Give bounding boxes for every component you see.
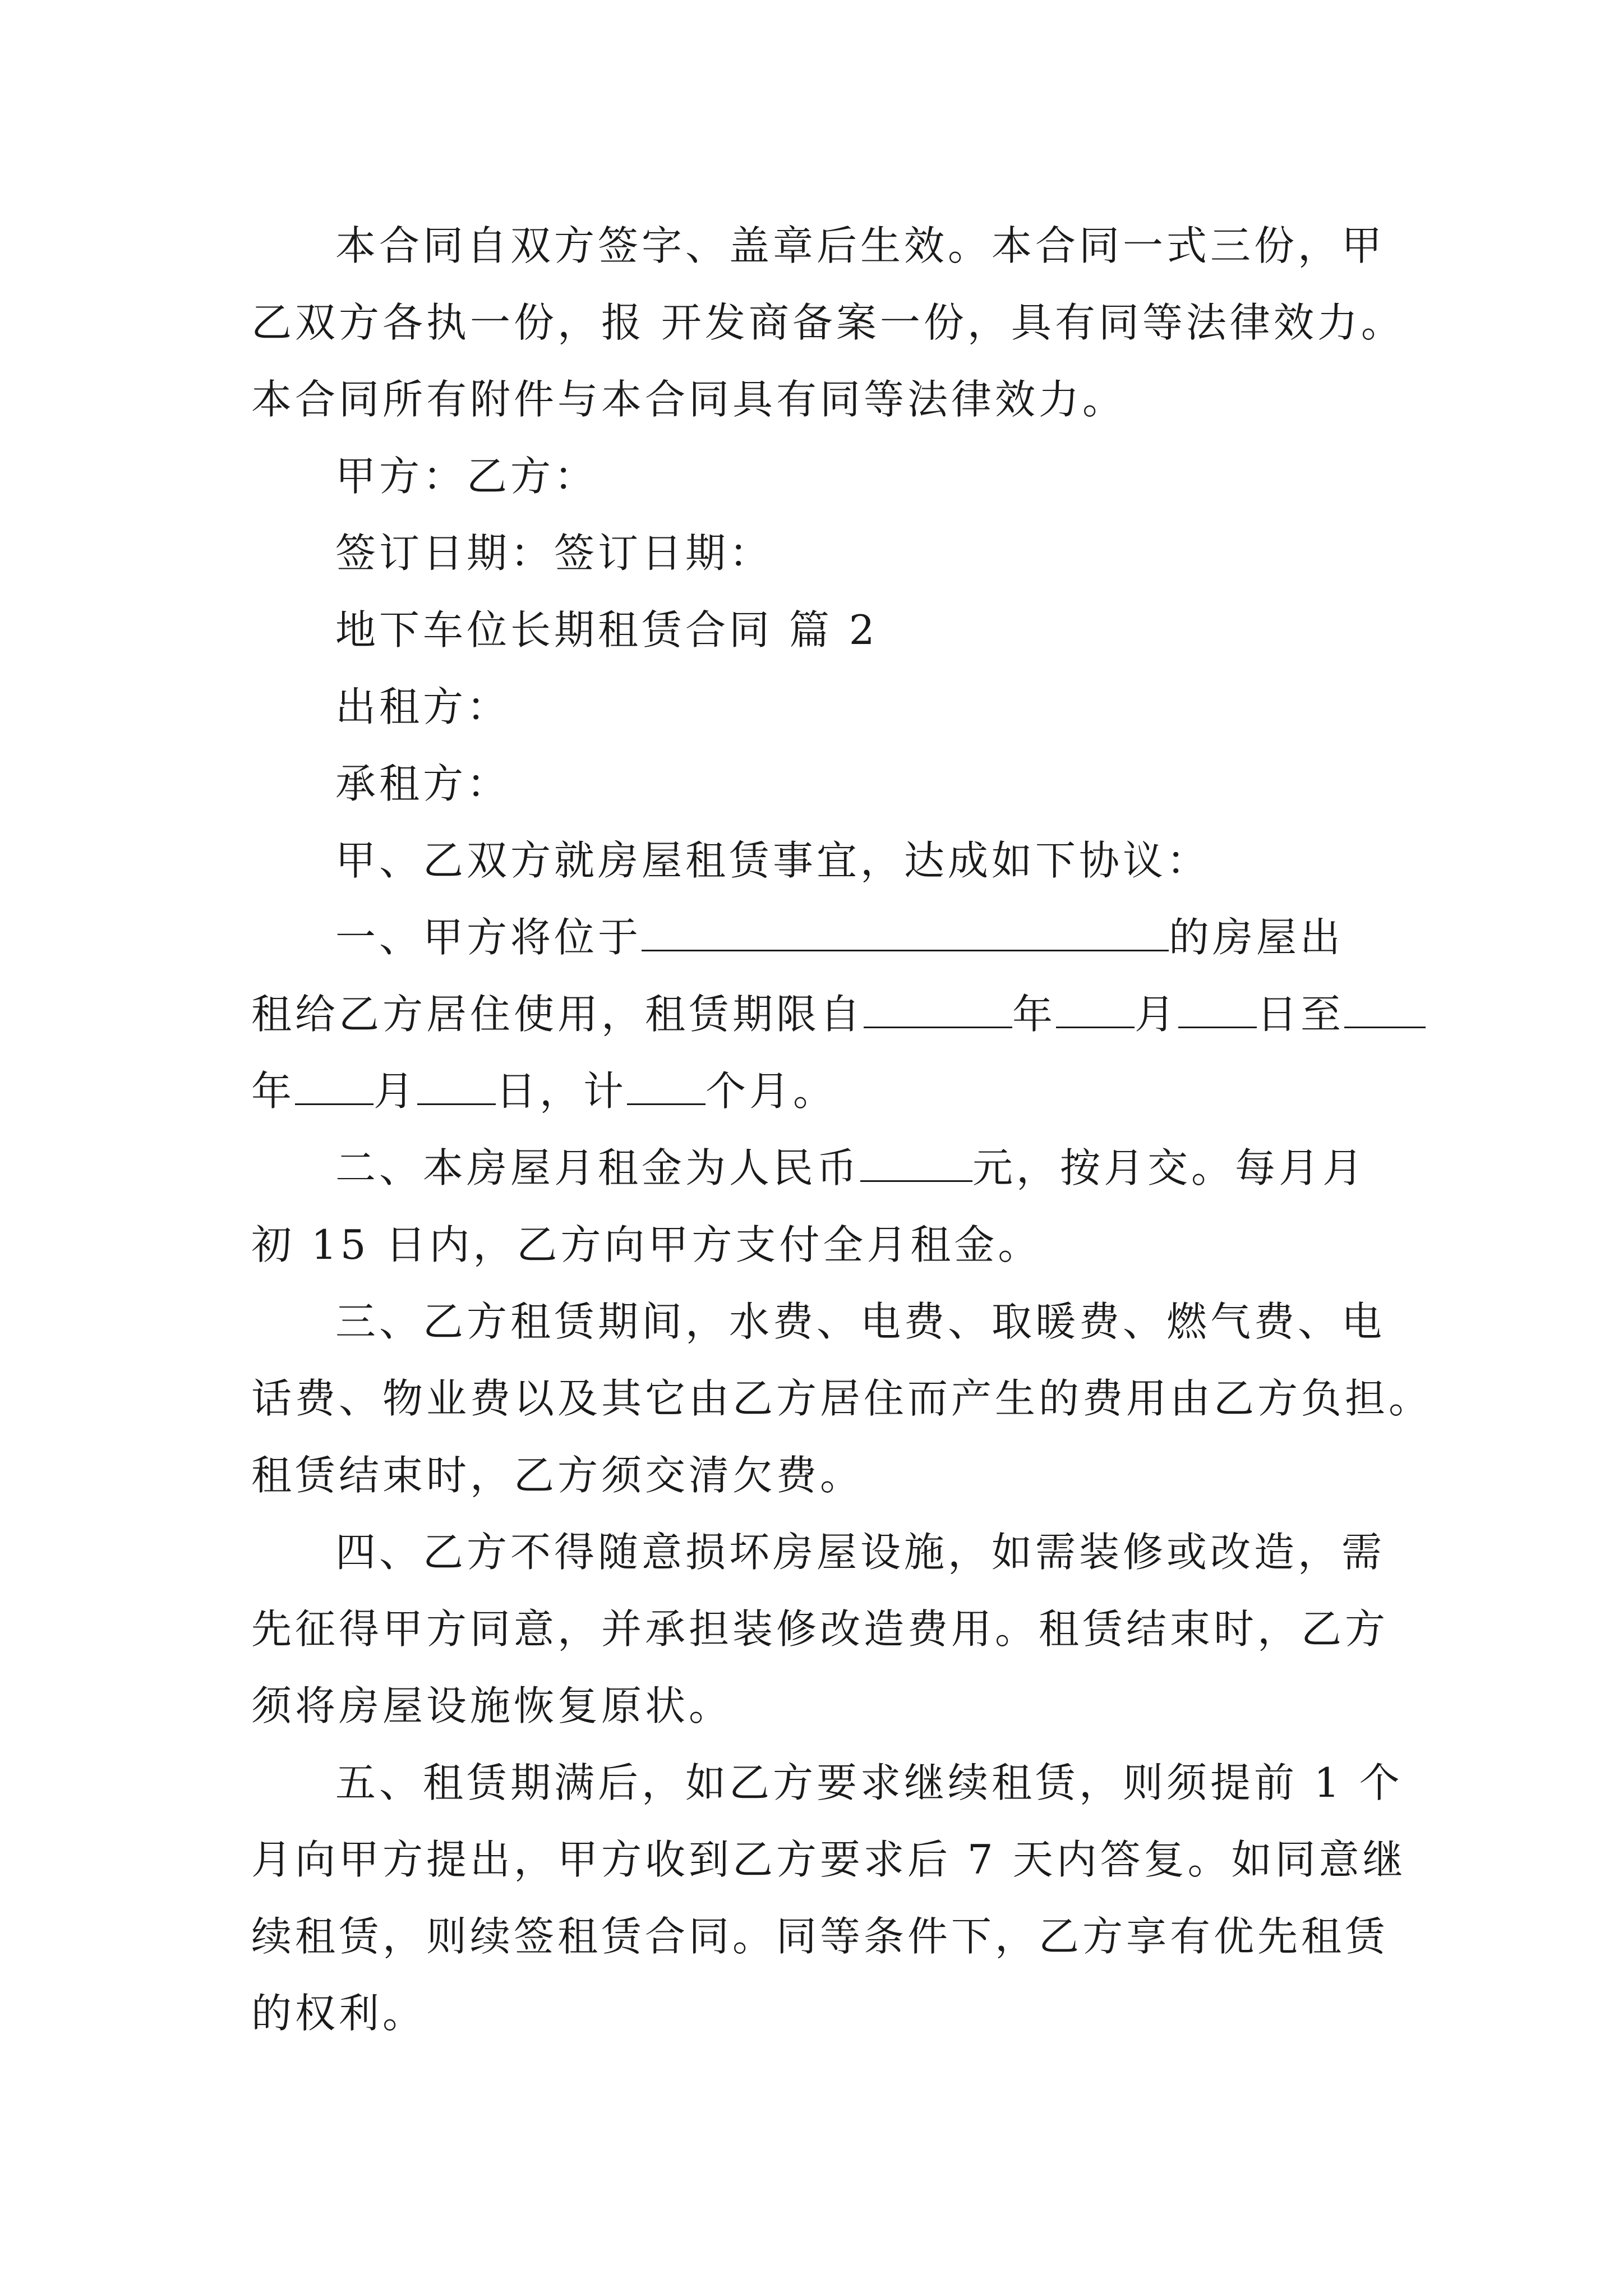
start-year-blank[interactable] — [864, 993, 1012, 1028]
clause-text: 日，计 — [496, 1068, 628, 1115]
clause-3-line: 话费、物业费以及其它由乙方居住而产生的费用由乙方负担。 — [251, 1375, 1433, 1422]
paragraph-line: 本合同自双方签字、盖章后生效。本合同一式三份，甲 — [335, 222, 1386, 269]
clause-text: 元，按月交。每月月 — [972, 1144, 1367, 1191]
clause-1-line — [251, 899, 1384, 976]
clause-text: 个月。 — [706, 1068, 837, 1115]
clause-3-line: 租赁结束时，乙方须交清欠费。 — [251, 1452, 864, 1499]
address-blank[interactable] — [642, 916, 1169, 951]
clause-text: 年 — [1012, 991, 1057, 1038]
clause-5-line: 月向甲方提出，甲方收到乙方要求后 7 天内答复。如同意继 — [251, 1836, 1407, 1883]
month-count-blank[interactable] — [627, 1070, 706, 1105]
clause-text: 租给乙方居住使用，租赁期限自 — [251, 991, 864, 1038]
clause-5-line: 五、租赁期满后，如乙方要求继续租赁，则须提前 1 个 — [335, 1759, 1403, 1806]
intro-line: 甲、乙双方就房屋租赁事宜，达成如下协议： — [335, 837, 1211, 884]
clause-text: 月 — [374, 1068, 418, 1115]
party-signature-line: 甲方：乙方： — [335, 453, 598, 500]
clause-2-line: 初 15 日内，乙方向甲方支付全月租金。 — [251, 1221, 1042, 1268]
clause-text: 年 — [251, 1068, 296, 1115]
clause-3-line: 三、乙方租赁期间，水费、电费、取暖费、燃气费、电 — [335, 1298, 1386, 1345]
clause-4-line: 须将房屋设施恢复原状。 — [251, 1682, 733, 1729]
section-title: 地下车位长期租赁合同 篇 2 — [335, 606, 878, 654]
lessee-line: 承租方： — [335, 760, 511, 807]
clause-4-line: 先征得甲方同意，并承担装修改造费用。租赁结束时，乙方 — [251, 1605, 1389, 1653]
start-day-blank[interactable] — [1178, 993, 1257, 1028]
clause-4-line: 四、乙方不得随意损坏房屋设施，如需装修或改造，需 — [335, 1529, 1386, 1576]
clause-text: 日至 — [1257, 991, 1345, 1038]
document-page — [251, 208, 1433, 2052]
lessor-line: 出租方： — [335, 683, 511, 730]
start-month-blank[interactable] — [1056, 993, 1135, 1028]
clause-1-line — [251, 976, 1384, 1053]
signing-date-line: 签订日期：签订日期： — [335, 530, 773, 577]
clause-5-line: 的权利。 — [251, 1990, 427, 2037]
clause-1-line — [251, 1053, 1384, 1130]
end-day-blank[interactable] — [417, 1070, 496, 1105]
clause-text: 一、甲方将位于 — [335, 914, 642, 961]
end-year-blank[interactable] — [1344, 993, 1426, 1028]
clause-5-line: 续租赁，则续签租赁合同。同等条件下，乙方享有优先租赁 — [251, 1913, 1389, 1960]
paragraph-line: 本合同所有附件与本合同具有同等法律效力。 — [251, 376, 1127, 423]
paragraph-line: 乙双方各执一份，报 开发商备案一份，具有同等法律效力。 — [251, 299, 1405, 346]
clause-2-line — [251, 1130, 1384, 1207]
clause-text: 月 — [1135, 991, 1179, 1038]
rent-blank[interactable] — [860, 1147, 972, 1182]
end-month-blank[interactable] — [295, 1070, 374, 1105]
clause-text: 二、本房屋月租金为人民币 — [335, 1144, 861, 1191]
clause-text: 的房屋出 — [1169, 914, 1344, 961]
